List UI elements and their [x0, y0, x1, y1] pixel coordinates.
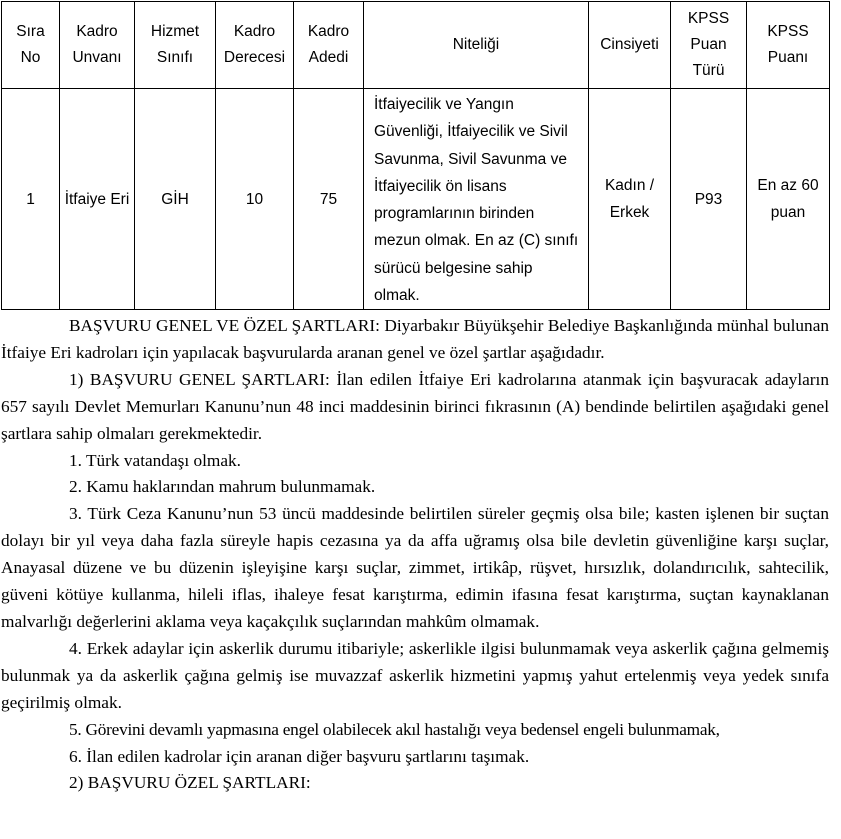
list-item: 5. Görevini devamlı yapmasına engel olabilecek akıl hastalığı veya bedensel engeli bulunmamak,: [69, 719, 720, 739]
cell-niteligi: İtfaiyecilik ve Yangın Güvenliği, İtfaiyecilik ve Sivil Savunma, Sivil Savunma ve İtfaiyecilik ön lisans programlarının birinden mezun olmak. En az (C) sınıfı sürücü belgesine sahip olmak.: [364, 89, 589, 310]
cell-kpss-puan-turu: P93: [671, 89, 747, 310]
list-item: 6. İlan edilen kadrolar için aranan diğer başvuru şartlarını taşımak.: [69, 746, 530, 766]
intro-paragraph: BAŞVURU GENEL VE ÖZEL ŞARTLARI: Diyarbakır Büyükşehir Belediye Başkanlığında münhal bulunan İtfaiye Eri kadroları için yapılacak başvurularda aranan genel ve özel şartlar aşağıdadır.: [1, 316, 829, 362]
cell-sira-no: 1: [2, 89, 60, 310]
kadro-table: [1, 1, 830, 310]
general-conditions-paragraph: 1) BAŞVURU GENEL ŞARTLARI: İlan edilen İtfaiye Eri kadrolarına atanmak için başvuracak adayların 657 sayılı Devlet Memurları Kanunu’nun 48 inci maddesinin birinci fıkrasının (A) bendinde belirtilen aşağıdaki genel şartlara sahip olmaları gerekmektedir.: [1, 369, 829, 443]
header-kpss-puan-turu: KPSS Puan Türü: [671, 2, 747, 89]
list-item: 2. Kamu haklarından mahrum bulunmamak.: [69, 477, 376, 497]
cell-hizmet-sinifi: GİH: [135, 89, 216, 310]
list-item: 1. Türk vatandaşı olmak.: [69, 450, 241, 470]
header-cinsiyeti: Cinsiyeti: [589, 2, 671, 89]
cell-kpss-puani: En az 60 puan: [747, 89, 830, 310]
special-conditions-heading: 2) BAŞVURU ÖZEL ŞARTLARI:: [69, 773, 311, 793]
cell-kadro-derecesi: 10: [216, 89, 294, 310]
body-text: [1, 313, 829, 797]
header-kadro-adedi: Kadro Adedi: [294, 2, 364, 89]
header-hizmet-sinifi: Hizmet Sınıfı: [135, 2, 216, 89]
table-header-row: [2, 2, 830, 89]
header-sira-no: Sıra No: [2, 2, 60, 89]
table-row: [2, 89, 830, 310]
list-item: 3. Türk Ceza Kanunu’nun 53 üncü maddesinde belirtilen süreler geçmiş olsa bile; kasten işlenen bir suçtan dolayı bir yıl veya daha fazla süreyle hapis cezasına ya da affa uğramış olsa bile devletin güvenliğine karşı suçlar, Anayasal düzene ve bu düzenin işleyişine karşı suçlar, zimmet, irtikâp, rüşvet, hırsızlık, dolandırıcılık, sahtecilik, güveni kötüye kullanma, hileli iflas, ihaleye fesat karıştırma, edimin ifasına fesat karıştırma, suçtan kaynaklanan malvarlığı değerlerini aklama veya kaçakçılık suçlarından mahkûm olmamak.: [1, 504, 829, 631]
header-kpss-puani: KPSS Puanı: [747, 2, 830, 89]
cell-cinsiyeti: Kadın / Erkek: [589, 89, 671, 310]
header-niteligi: Niteliği: [364, 2, 589, 89]
cell-kadro-unvani: İtfaiye Eri: [60, 89, 135, 310]
header-kadro-unvani: Kadro Unvanı: [60, 2, 135, 89]
header-kadro-derecesi: Kadro Derecesi: [216, 2, 294, 89]
cell-kadro-adedi: 75: [294, 89, 364, 310]
list-item: 4. Erkek adaylar için askerlik durumu itibariyle; askerlikle ilgisi bulunmamak veya askerlik çağına gelmemiş bulunmak ya da askerlik çağına gelmiş ise muvazzaf askerlik hizmetini yapmış yahut ertelenmiş veya yedek sınıfa geçirilmiş olmak.: [1, 638, 829, 712]
